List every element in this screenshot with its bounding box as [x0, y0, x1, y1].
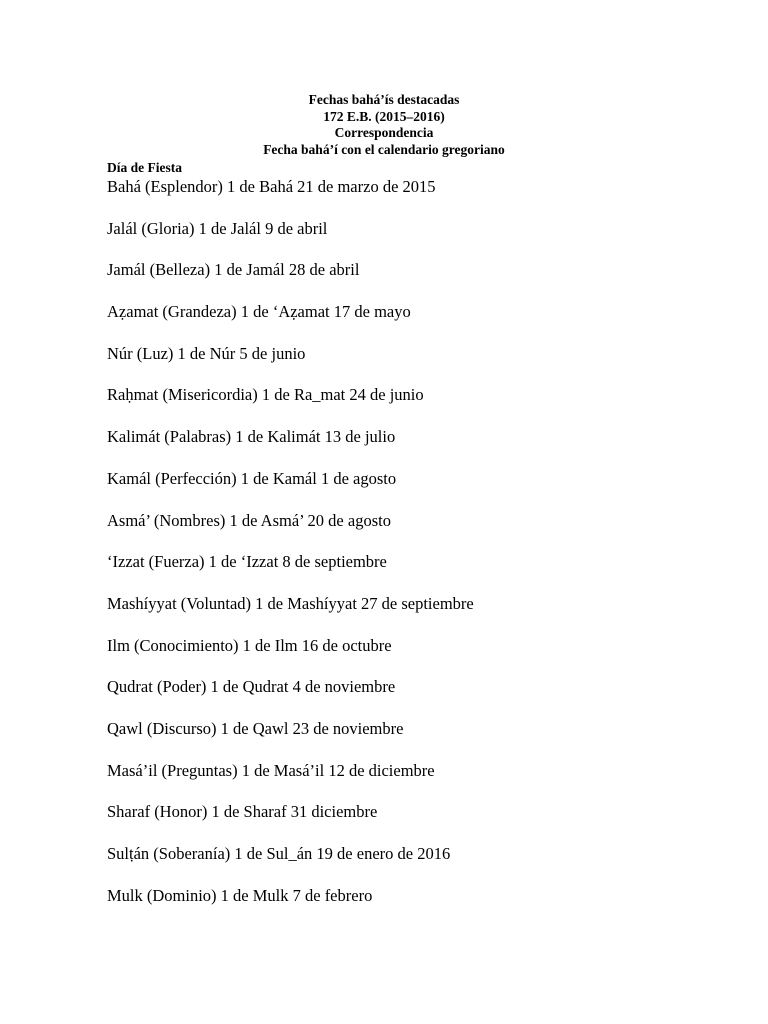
feast-list: [107, 176, 707, 926]
header-description: Fecha bahá’í con el calendario gregoriano: [263, 141, 505, 157]
feast-entry: Sulṭán (Soberanía) 1 de Sul_án 19 de enero de 2016: [107, 844, 451, 863]
header-title: Fechas bahá’ís destacadas: [308, 92, 460, 107]
section-label: Día de Fiesta: [107, 160, 182, 175]
feast-entry: Mashíyyat (Voluntad) 1 de Mashíyyat 27 de septiembre: [107, 593, 474, 613]
feast-entry: Raḥmat (Misericordia) 1 de Ra_mat 24 de junio: [107, 385, 424, 405]
header-subtitle: Correspondencia: [334, 125, 434, 140]
feast-entry: Masá’il (Preguntas) 1 de Masá’il 12 de diciembre: [107, 760, 435, 780]
feast-entry: Jalál (Gloria) 1 de Jalál 9 de abril: [107, 218, 328, 238]
feast-entry: Asmá’ (Nombres) 1 de Asmá’ 20 de agosto: [107, 510, 391, 530]
feast-entry: Sharaf (Honor) 1 de Sharaf 31 diciembre: [107, 802, 378, 822]
feast-entry: Ilm (Conocimiento) 1 de Ilm 16 de octubre: [107, 635, 392, 655]
feast-entry: Qudrat (Poder) 1 de Qudrat 4 de noviembre: [107, 677, 396, 697]
feast-entry: Kamál (Perfección) 1 de Kamál 1 de agosto: [107, 468, 397, 488]
feast-entry: Bahá (Esplendor) 1 de Bahá 21 de marzo de 2015: [107, 177, 436, 196]
feast-entry: ‘Izzat (Fuerza) 1 de ‘Izzat 8 de septiembre: [107, 552, 387, 572]
feast-entry: Núr (Luz) 1 de Núr 5 de junio: [107, 343, 306, 363]
header-year: 172 E.B. (2015–2016): [323, 108, 445, 124]
feast-entry: Kalimát (Palabras) 1 de Kalimát 13 de julio: [107, 427, 396, 447]
feast-entry: Jamál (Belleza) 1 de Jamál 28 de abril: [107, 260, 360, 280]
feast-entry: Aẓamat (Grandeza) 1 de ‘Aẓamat 17 de mayo: [107, 302, 411, 322]
feast-entry: Qawl (Discurso) 1 de Qawl 23 de noviembre: [107, 718, 404, 738]
document-header: [107, 92, 661, 158]
feast-entry: Mulk (Dominio) 1 de Mulk 7 de febrero: [107, 885, 373, 905]
